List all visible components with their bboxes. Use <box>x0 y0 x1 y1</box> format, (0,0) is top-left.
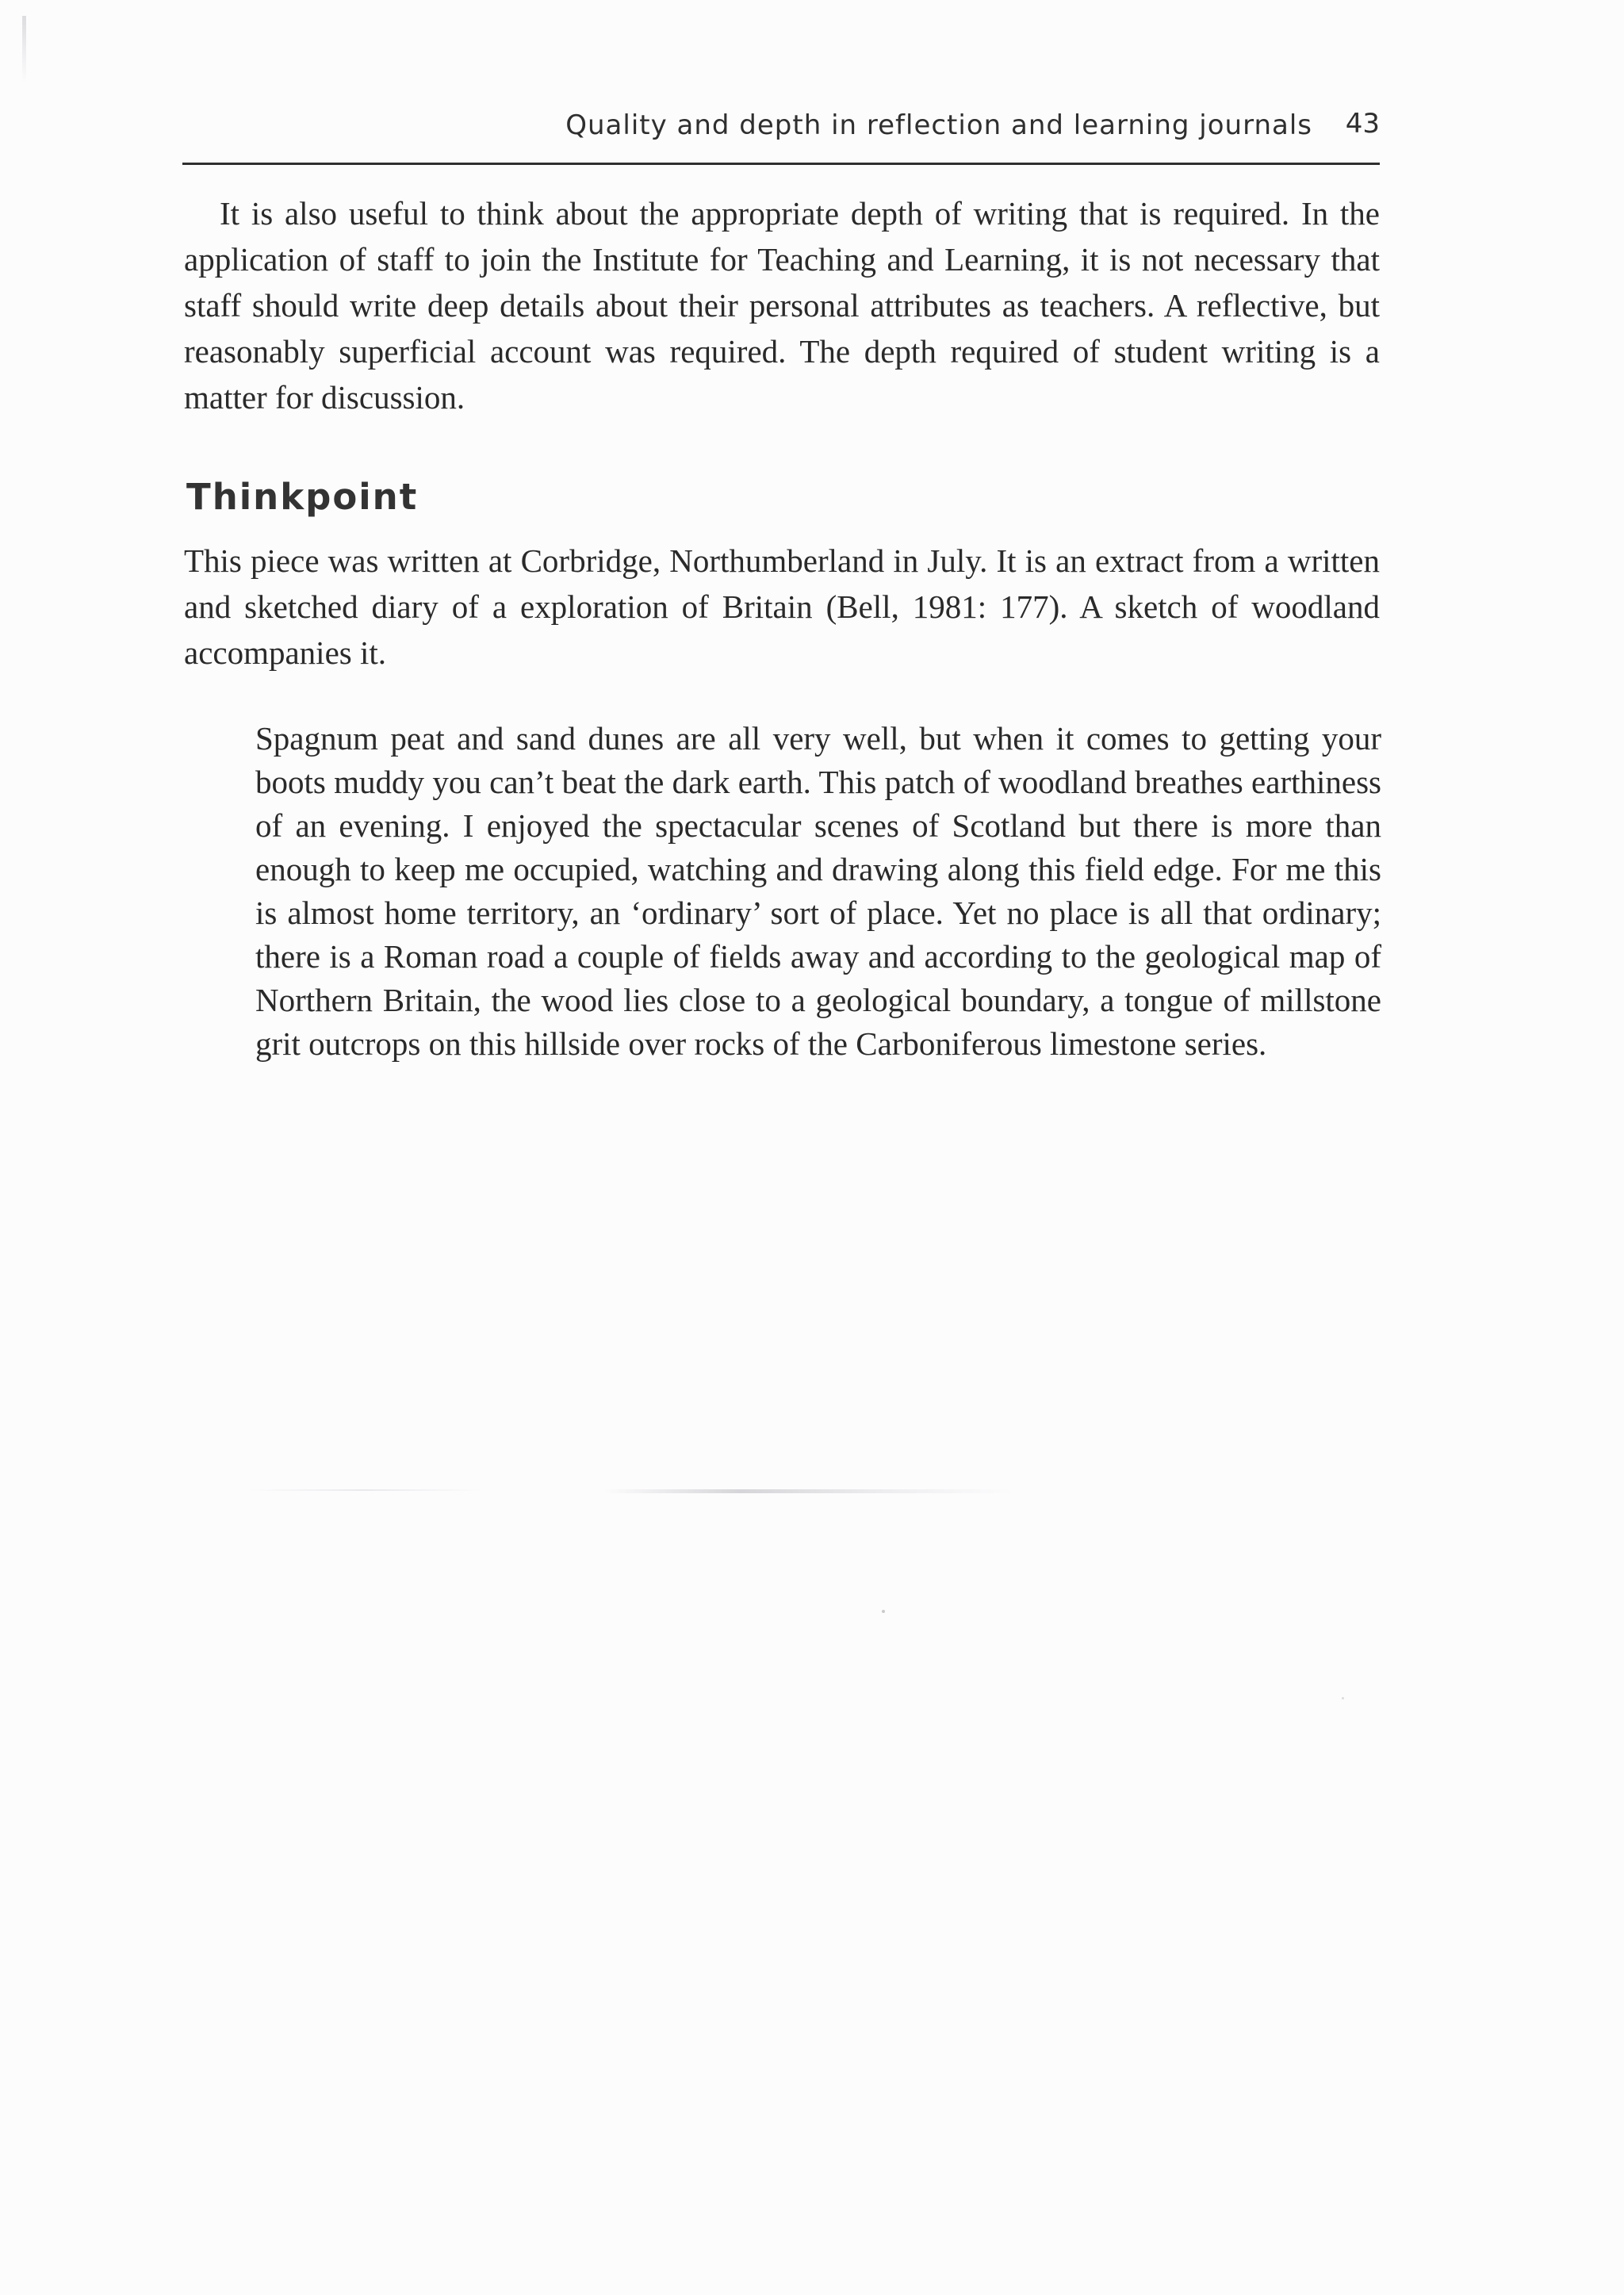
scan-artifact-line <box>603 1489 1015 1493</box>
page-number: 43 <box>1345 108 1380 140</box>
scan-artifact-dot <box>882 1610 885 1613</box>
running-header <box>182 103 1380 165</box>
scan-artifact-line-left <box>246 1489 484 1491</box>
scan-edge-mark <box>22 16 26 83</box>
running-title: Quality and depth in reflection and learning journals <box>565 109 1312 141</box>
thinkpoint-intro: This piece was written at Corbridge, Northumberland in July. It is an extract from a written and sketched diary of a exploration of Britain (Bell, 1981: 177). A sketch of woodland accompanies it. <box>184 542 1380 671</box>
scan-artifact-dot <box>1342 1697 1344 1699</box>
diary-extract-quote: Spagnum peat and sand dunes are all very well, but when it comes to getting your boots muddy you can’t beat the dark earth. This patch of woodland breathes earthiness of an evening. I enjoyed the spectacular scenes of Scotland but there is more than enough to keep me occupied, watching and drawing along this field edge. For me this is almost home territory, an ‘ordinary’ sort of place. Yet no place is all that ordinary; there is a Roman road a couple of fields away and according to the geological map of Northern Britain, the wood lies close to a geological boundary, a tongue of millstone grit outcrops on this hillside over rocks of the Carboniferous limestone series. <box>255 720 1381 1062</box>
thinkpoint-heading: Thinkpoint <box>186 476 419 518</box>
intro-paragraph: It is also useful to think about the appropriate depth of writing that is required. In the application of staff to join the Institute for Teaching and Learning, it is not necessary that staff should write deep details about their personal attributes as teachers. A reflective, but reasonably superficial account was required. The depth required of student writing is a matter for discussion. <box>184 195 1380 416</box>
